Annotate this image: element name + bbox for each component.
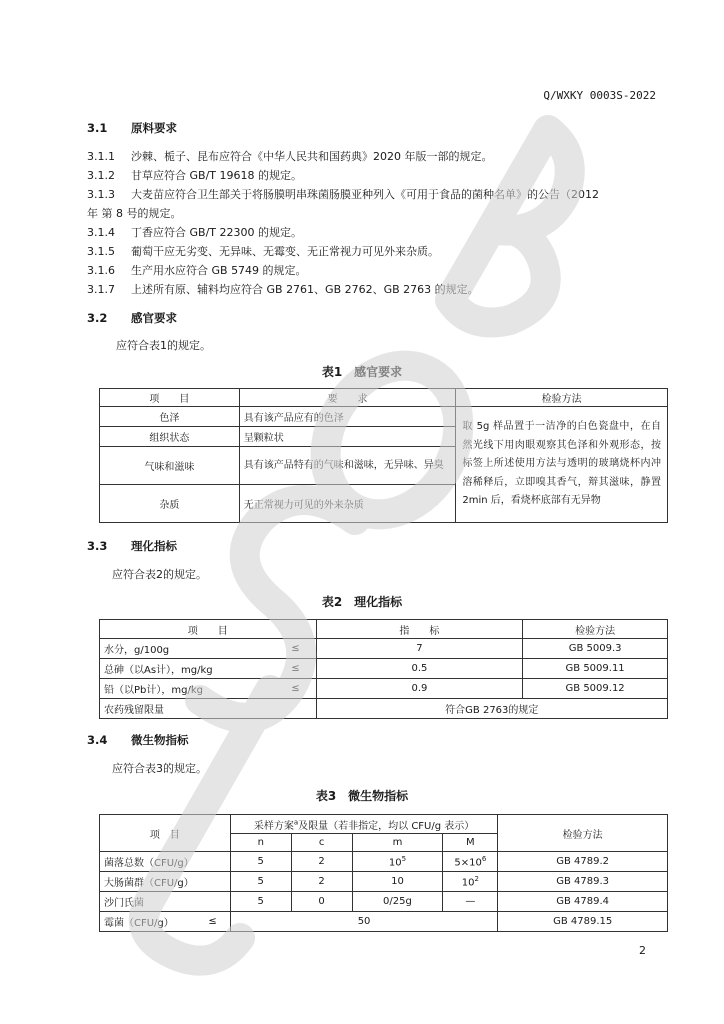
clause-3-1-1: 3.1.1 沙棘、栀子、昆布应符合《中华人民共和国药典》2020 年版一部的规定。 [87,150,493,163]
table3-mold-value: 50 [230,912,498,932]
table2-caption: 表2 理化指标 [321,595,403,609]
table2-item: 铅（以Pb计），mg/kg [100,679,276,699]
table1-sensory [99,388,668,523]
clause-3-1-3: 3.1.3 大麦苗应符合卫生部关于将肠膜明串珠菌肠膜亚种列入《可用于食品的菌种名单》的公告（2012 [87,188,599,201]
table3-sub-n: n [230,834,291,852]
table2-header-row [100,620,668,639]
table2-pesticide-item: 农药残留限量 [100,699,317,719]
table2-method: GB 5009.12 [523,679,668,699]
table-row [100,872,668,892]
table3-c: 2 [291,852,352,872]
table1-header-req: 要 求 [239,389,456,407]
table2-header-method: 检验方法 [523,620,668,639]
table3-mold-method: GB 4789.15 [498,912,668,932]
table3-m: $10^5$ [352,852,443,872]
table2-pesticide-value: 符合GB 2763的规定 [316,699,667,719]
table3-item: 沙门氏菌 [100,892,231,912]
section-3-4-heading: 3.4 微生物指标 [87,733,189,747]
table1-method: 取 5g 样品置于一洁净的白色瓷盘中，在自然光线下用肉眼观察其色泽和外观形态，按标签上所述使用方法与透明的玻璃烧杯内冲溶稀释后，立即嗅其香气，辩其滋味，静置 2min 后，看烧杯底部有无异物 [456,407,668,523]
table3-method: GB 4789.3 [498,872,668,892]
section-3-3-body: 应符合表2的规定。 [112,568,207,581]
table3-mold-op: ≤ [195,912,230,932]
table-row [100,659,668,679]
table1-req: 呈颗粒状 [239,427,456,447]
table2-value: 7 [316,639,523,659]
table2-method: GB 5009.3 [523,639,668,659]
table1-item: 色泽 [100,407,240,427]
table-row [100,679,668,699]
table3-microbial [99,814,668,932]
table-row [100,912,668,932]
table1-req: 具有该产品应有的色泽 [239,407,456,427]
standard-code: Q/WXKY 0003S-2022 [543,89,656,102]
clause-3-1-5: 3.1.5 葡萄干应无劣变、无异味、无霉变、无正常视力可见外来杂质。 [87,245,439,258]
clause-3-1-6: 3.1.6 生产用水应符合 GB 5749 的规定。 [87,264,307,277]
table3-item: 大肠菌群（CFU/g） [100,872,231,892]
clause-3-1-3-continued: 年 第 8 号的规定。 [87,207,182,220]
table2-value: 0.9 [316,679,523,699]
section-3-2-heading: 3.2 感官要求 [87,311,177,325]
table1-item: 气味和滋味 [100,447,240,485]
table-row [100,892,668,912]
table3-sub-c: c [291,834,352,852]
table3-M: $5\times 10^6$ [443,852,498,872]
clause-3-1-2: 3.1.2 甘草应符合 GB/T 19618 的规定。 [87,169,302,182]
table2-header-value: 指 标 [316,620,523,639]
table3-method: GB 4789.4 [498,892,668,912]
table3-c: 0 [291,892,352,912]
table3-sub-M: M [443,834,498,852]
table3-sub-m: m [352,834,443,852]
table2-item: 总砷（以As计），mg/kg [100,659,276,679]
table3-item: 菌落总数（CFU/g） [100,852,231,872]
table2-op: ≤ [275,639,316,659]
section-3-3-heading: 3.3 理化指标 [87,539,177,553]
table1-header-method: 检验方法 [456,389,668,407]
table-row [100,407,668,427]
table1-item: 杂质 [100,485,240,523]
table3-caption: 表3 微生物指标 [315,789,409,803]
table1-header-row [100,389,668,407]
table2-op: ≤ [275,679,316,699]
table3-header-plan: 采样方案$^a$及限量（若非指定，均以 CFU/g 表示） [230,815,498,834]
table3-n: 5 [230,892,291,912]
table1-header-item: 项 目 [100,389,240,407]
table2-value: 0.5 [316,659,523,679]
table1-caption: 表1 感官要求 [321,365,403,379]
table3-n: 5 [230,872,291,892]
table1-req: 具有该产品特有的气味和滋味，无异味、异臭 [239,447,456,485]
table2-op: ≤ [275,659,316,679]
table3-M: $10^2$ [443,872,498,892]
table2-physchem [99,619,668,719]
table1-item: 组织状态 [100,427,240,447]
table-row [100,852,668,872]
table-row [100,699,668,719]
clause-3-1-7: 3.1.7 上述所有原、辅料均应符合 GB 2761、GB 2762、GB 2763 的规定。 [87,283,479,296]
table1-req: 无正常视力可见的外来杂质 [239,485,456,523]
table3-m: 0/25g [352,892,443,912]
table3-n: 5 [230,852,291,872]
table-row [100,639,668,659]
table3-mold-item: 霉菌（CFU/g） [100,912,196,932]
table3-method: GB 4789.2 [498,852,668,872]
table2-method: GB 5009.11 [523,659,668,679]
table2-header-item: 项 目 [100,620,317,639]
clause-3-1-4: 3.1.4 丁香应符合 GB/T 22300 的规定。 [87,226,302,239]
page-number: 2 [639,944,646,957]
table2-item: 水分，g/100g [100,639,276,659]
section-3-1-heading: 3.1 原料要求 [87,121,177,135]
table3-header-row [100,815,668,834]
table3-m: 10 [352,872,443,892]
table3-M: — [443,892,498,912]
section-3-4-body: 应符合表3的规定。 [112,762,207,775]
table3-c: 2 [291,872,352,892]
table3-header-method: 检验方法 [498,815,668,852]
table3-header-item: 项 目 [100,815,231,852]
section-3-2-body: 应符合表1的规定。 [116,339,211,352]
